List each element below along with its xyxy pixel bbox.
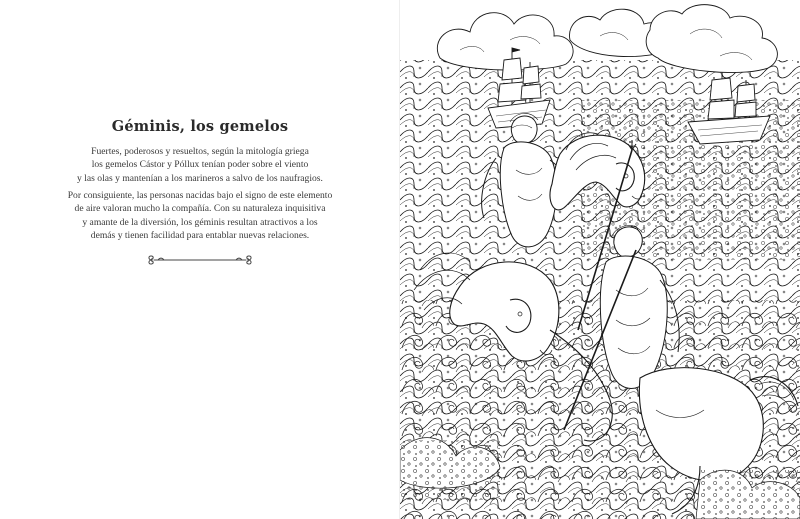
flourish-divider-icon [146, 253, 254, 267]
text-line: y amante de la diversión, los géminis resultan atractivos a los [82, 216, 318, 228]
text-line: y las olas y mantenían a los marineros a salvo de los naufragios. [77, 172, 323, 184]
page-title: Géminis, los gemelos [111, 118, 289, 135]
gemini-twins-illustration [400, 0, 800, 519]
paragraph-personality [40, 189, 360, 242]
text-line: demás y tienen facilidad para entablar nuevas relaciones. [90, 229, 310, 241]
text-line: los gemelos Cástor y Póllux tenían poder sobre el viento [91, 159, 309, 171]
text-line: Fuertes, poderosos y resueltos, según la mitología griega [91, 146, 309, 157]
paragraph-intro [40, 145, 360, 185]
right-page [400, 0, 800, 519]
text-line: de aire valoran mucho la compañía. Con su naturaleza inquisitiva [74, 203, 326, 215]
text-line: Por consiguiente, las personas nacidas bajo el signo de este elemento [67, 190, 333, 201]
